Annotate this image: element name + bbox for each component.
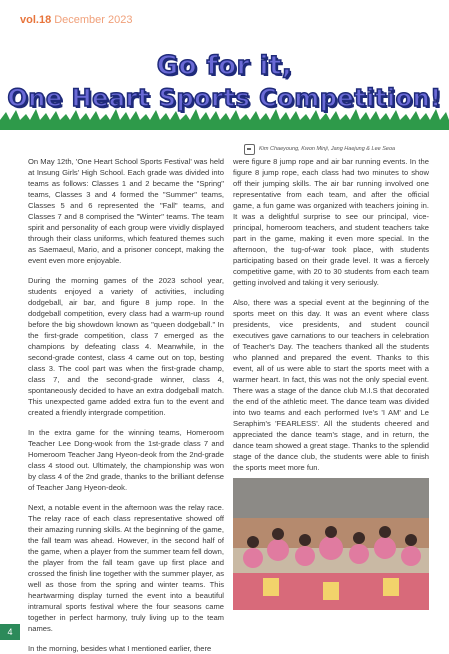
right-column bbox=[233, 156, 429, 474]
byline bbox=[244, 143, 444, 155]
title-line-1: Go for it, bbox=[156, 51, 293, 81]
left-column bbox=[28, 156, 224, 653]
paragraph: In the morning, besides what I mentioned earlier, there bbox=[28, 644, 212, 653]
article-title bbox=[0, 52, 449, 112]
paragraph: On May 12th, 'One Heart School Sports Festival' was held at Insung Girls' High School. Each grade was divided into teams as follows: Classes 1 and 2 became the "Spring" teams, Classes 3 and 4 formed the "Summer" teams, Classes 5 and 6 represented the "Fall" teams, and Classes 7 and 8 comprised the "Winter" teams. The team spirit and personality of each group were vividly displayed through their class uniforms, which featured themes such as Saemaeul, Mario, and a prisoner concept, making the event even more enjoyable. bbox=[28, 157, 224, 265]
camera-icon bbox=[244, 144, 255, 155]
title-line-2: One Heart Sports Competition! bbox=[7, 84, 442, 112]
issue-header bbox=[20, 14, 132, 26]
group-photo bbox=[233, 478, 429, 610]
paragraph: Also, there was a special event at the beginning of the sports meet on this day. It was an event where class presidents, vice presidents, and student council executives gave carnations to our teachers in celebration of Teacher's Day. The teachers thanked all the students who planned and prepared the event. Thanks to this event, all of us were able to start the sports meet with a warmer heart. In fact, this was not the only special event. There was a stage of the dance club M.I.S that decorated the end of the athletic meet. The dance team was divided into two teams and each performed Ive's 'I AM' and Le Seraphim's 'FEARLESS'. All the students cheered and appreciated the dance team's stage, and in return, the dance team showed a great stage. Thanks to the splendid stage of the dance club, the students were able to finish the sports meet more fun. bbox=[233, 298, 429, 472]
author-names: Kim Chaeyoung, Kwon Minji, Jang Haejung & Lee Seoa bbox=[259, 146, 396, 152]
paragraph: In the extra game for the winning teams, Homeroom Teacher Lee Dong-wook from the 1st-grade class 7 and Homeroom Teacher Jang Hyeon-deok from the 2nd-grade class 4 stood out. Ultimately, the championship was won by class 4 of the 2nd grade, thanks to the brilliant defense of Teacher Jang Hyeon-deok. bbox=[28, 428, 224, 492]
volume-label: vol.18 bbox=[20, 14, 52, 26]
grass-divider bbox=[0, 108, 449, 130]
paragraph: Next, a notable event in the afternoon was the relay race. The relay race of each class representative showed off their amazing running skills. At the beginning of the game, the fall team was ahead. However, in the second half of the game, when a player from the summer team fell down, the player from the fall team gave up first place and crossed the finish line together with the summer player, as well as those from the spring and winter teams. This heartwarming display turned the event into a beautiful intramural sports festival where the four seasons came together in perfect harmony, truly living up to the team names. bbox=[28, 503, 224, 633]
month-label: December 2023 bbox=[54, 14, 133, 26]
paragraph: were figure 8 jump rope and air bar running events. In the figure 8 jump rope, each class had two minutes to show off their jumping skills. The air bar running involved one representative from each team, and after the official game, a fun game was organized with teachers joining in. It was a delightful surprise to see our principal, vice-principal, homeroom teachers, and student teachers take part in the game, making it even more special. In the afternoon, the tug-of-war took place, with students participating based on their grade level. It was a fiercely competitive game, with 20 to 30 students from each team getting involved and taking it very seriously. bbox=[233, 157, 429, 287]
paragraph: During the morning games of the 2023 school year, students enjoyed a variety of activities, including dodgeball, air bar, and figure 8 jump rope. In the dodgeball competition, every class had a warm-up round before the big showdown known as "queen dodgeball." In the first-grade competition, class 7 emerged as the champions by defeating class 4. Meanwhile, in the second-grade contest, class 4 came out on top, besting class 3. The cool part was when the first-grade champ, class 7, and the second-grade winner, class 4, spontaneously decided to have an extra dodgeball match. This unexpected game added extra fun to the event and created a friendly intergrade competition. bbox=[28, 276, 224, 417]
page-number: 4 bbox=[0, 624, 20, 640]
